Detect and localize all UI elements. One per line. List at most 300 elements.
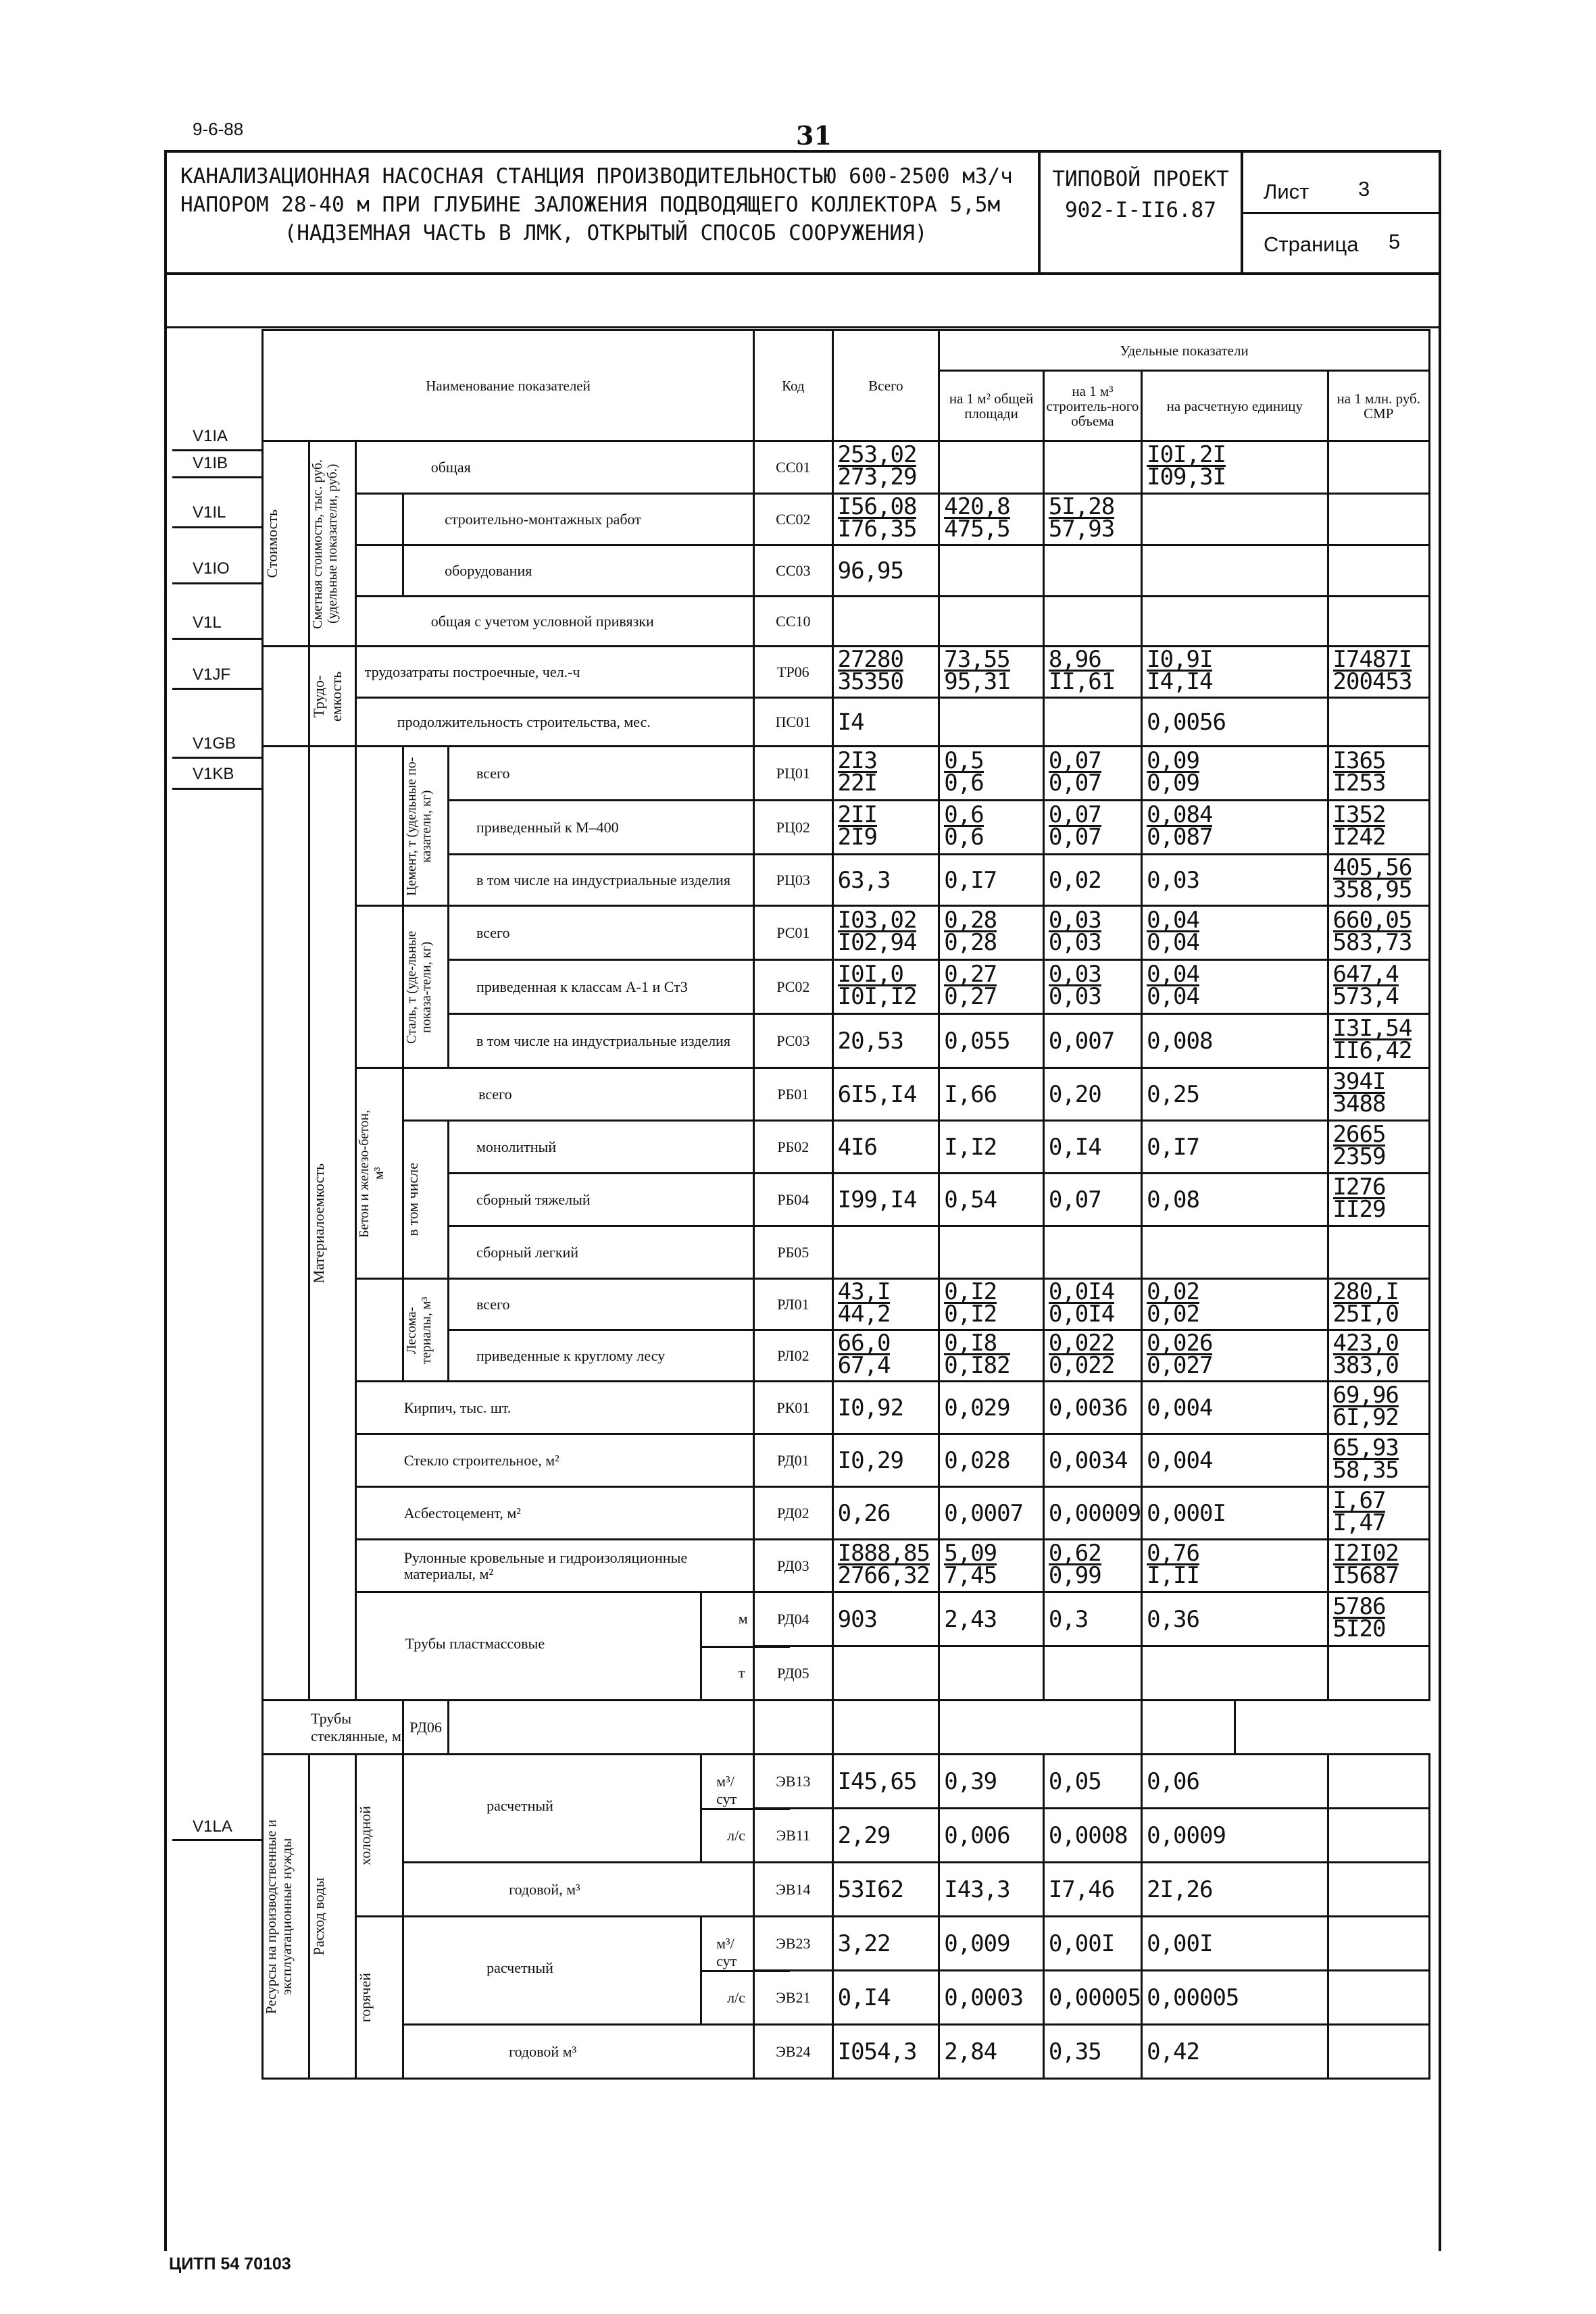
side-code: V1IB bbox=[193, 454, 228, 472]
cell-volume: $\frac{0,62}{0,99}$ bbox=[1043, 1540, 1141, 1592]
row-code: ПС01 bbox=[754, 698, 832, 747]
cell-area: I43,3 bbox=[939, 1863, 1044, 1917]
row-code: РС01 bbox=[754, 906, 832, 960]
cell-unit: 0,I7 bbox=[1142, 1121, 1328, 1174]
row-name: Асбестоцемент, м² bbox=[355, 1487, 753, 1540]
table-row bbox=[263, 1592, 1430, 1646]
sheet-block bbox=[1243, 153, 1439, 272]
cell-area: 0,54 bbox=[939, 1174, 1044, 1226]
row-code: РС02 bbox=[754, 960, 832, 1014]
cell-total: $\frac{43,I}{44,2}$ bbox=[832, 1279, 939, 1330]
cell-unit: 0,000I bbox=[1142, 1487, 1328, 1540]
cell-unit: $\frac{0,02}{0,02}$ bbox=[1142, 1279, 1328, 1330]
project-number: 902-I-II6.87 bbox=[1065, 198, 1216, 222]
row-code: ЭВ14 bbox=[754, 1863, 832, 1917]
cell-mln: $\frac{I276}{II29}$ bbox=[1328, 1174, 1429, 1226]
row-code: СС02 bbox=[754, 494, 832, 545]
table-row bbox=[263, 698, 1430, 747]
cell-unit: 0,008 bbox=[1142, 1014, 1328, 1068]
cell-area: $\frac{0,27}{0,27}$ bbox=[939, 960, 1044, 1014]
side-rule bbox=[172, 526, 264, 528]
cell-area: 0,39 bbox=[939, 1755, 1044, 1809]
row-name: Трубы стеклянные, м bbox=[263, 1701, 403, 1755]
cell-empty bbox=[832, 1646, 939, 1701]
cell-total: 0,26 bbox=[832, 1487, 939, 1540]
cell-volume: $\frac{0,07}{0,07}$ bbox=[1043, 747, 1141, 801]
cell-mln: $\frac{I365}{I253}$ bbox=[1328, 747, 1429, 801]
cell-area: 0,009 bbox=[939, 1917, 1044, 1971]
row-name: годовой, м³ bbox=[403, 1863, 754, 1917]
page-value: 5 bbox=[1389, 230, 1401, 253]
cell-area: 0,0007 bbox=[939, 1487, 1044, 1540]
cell-empty bbox=[832, 1226, 939, 1279]
cell-mln: $\frac{I,67}{I,47}$ bbox=[1328, 1487, 1429, 1540]
table-row bbox=[263, 545, 1430, 597]
title-line-3: (НАДЗЕМНАЯ ЧАСТЬ В ЛМК, ОТКРЫТЫЙ СПОСОБ СООРУЖЕНИЯ) bbox=[284, 221, 928, 245]
cell-volume: 0,0034 bbox=[1043, 1434, 1141, 1487]
cell-unit: 2I,26 bbox=[1142, 1863, 1328, 1917]
group-cost-sub: Сметная стоимость, тыс. руб. (удельные показатели, руб.) bbox=[309, 441, 355, 647]
cell-unit: $\frac{0,026}{0,027}$ bbox=[1142, 1330, 1328, 1382]
table-row bbox=[263, 1487, 1430, 1540]
cell-volume: 0,07 bbox=[1043, 1174, 1141, 1226]
cell-area: $\frac{0,28}{0,28}$ bbox=[939, 906, 1044, 960]
cell-total: 903 bbox=[832, 1592, 939, 1646]
cell-area: 0,006 bbox=[939, 1809, 1044, 1863]
row-name: продолжительность строительства, мес. bbox=[355, 698, 753, 747]
page-number: 31 bbox=[796, 120, 832, 151]
table-row bbox=[263, 1755, 1430, 1809]
cell-total: $\frac{I888,85}{2766,32}$ bbox=[832, 1540, 939, 1592]
cell-volume: 0,00I bbox=[1043, 1917, 1141, 1971]
cell-unit: $\frac{0,084}{0,087}$ bbox=[1142, 801, 1328, 855]
table-row bbox=[263, 1434, 1430, 1487]
cell-area: $\frac{0,I2}{0,I2}$ bbox=[939, 1279, 1044, 1330]
cell-total: I45,65 bbox=[832, 1755, 939, 1809]
cell-volume: I7,46 bbox=[1043, 1863, 1141, 1917]
row-code: ЭВ13 bbox=[754, 1755, 832, 1809]
side-code: V1LA bbox=[193, 1817, 232, 1836]
cell-unit: $\frac{I0I,2I}{I09,3I}$ bbox=[1142, 441, 1328, 494]
cell-empty bbox=[1142, 1226, 1328, 1279]
project-label: ТИПОВОЙ ПРОЕКТ bbox=[1052, 167, 1229, 191]
row-code: РД04 bbox=[754, 1592, 832, 1646]
cell-empty bbox=[1328, 494, 1429, 545]
cell-area: 0,055 bbox=[939, 1014, 1044, 1068]
group-labor bbox=[263, 647, 309, 747]
table-row bbox=[263, 1701, 1430, 1755]
cell-area: 0,I7 bbox=[939, 855, 1044, 906]
row-code: РД06 bbox=[403, 1701, 449, 1755]
cell-empty bbox=[1328, 1646, 1429, 1701]
cell-total: I4 bbox=[832, 698, 939, 747]
cell-empty bbox=[355, 494, 403, 545]
cell-mln: $\frac{660,05}{583,73}$ bbox=[1328, 906, 1429, 960]
row-code: ЭВ11 bbox=[754, 1809, 832, 1863]
row-code: СС10 bbox=[754, 597, 832, 647]
cell-unit: 0,06 bbox=[1142, 1755, 1328, 1809]
row-name: трудозатраты построечные, чел.-ч bbox=[355, 647, 753, 698]
col-header-per-unit: на расчетную единицу bbox=[1142, 371, 1328, 441]
cell-empty bbox=[1043, 545, 1141, 597]
col-header-per-volume: на 1 м³ строитель-ного объема bbox=[1043, 371, 1141, 441]
cell-volume: 0,02 bbox=[1043, 855, 1141, 906]
row-name-pipes: Трубы пластмассовые м т bbox=[355, 1592, 753, 1701]
cell-total: $\frac{I03,02}{I02,94}$ bbox=[832, 906, 939, 960]
row-code: ЭВ23 bbox=[754, 1917, 832, 1971]
cell-empty bbox=[1043, 441, 1141, 494]
side-rule bbox=[172, 582, 264, 584]
group-concrete: Бетон и железо-бетон, м³ bbox=[355, 1068, 403, 1279]
row-code: РЦ03 bbox=[754, 855, 832, 906]
cell-unit: 0,42 bbox=[1142, 2025, 1328, 2079]
cell-empty bbox=[939, 1701, 1142, 1755]
table-row bbox=[263, 494, 1430, 545]
body-top-rule bbox=[167, 326, 1439, 328]
cell-mln: $\frac{5786}{5I20}$ bbox=[1328, 1592, 1429, 1646]
cell-unit: 0,00005 bbox=[1142, 1971, 1328, 2025]
row-code: СС01 bbox=[754, 441, 832, 494]
cell-total: I99,I4 bbox=[832, 1174, 939, 1226]
cell-mln: $\frac{65,93}{58,35}$ bbox=[1328, 1434, 1429, 1487]
cement-blank bbox=[355, 747, 403, 906]
cell-volume: 0,3 bbox=[1043, 1592, 1141, 1646]
cell-area: $\frac{0,I8}{0,I82}$ bbox=[939, 1330, 1044, 1382]
cell-mln: $\frac{I7487I}{200453}$ bbox=[1328, 647, 1429, 698]
row-code: РБ01 bbox=[754, 1068, 832, 1121]
row-code: РЦ01 bbox=[754, 747, 832, 801]
table-row bbox=[263, 747, 1430, 801]
table-row bbox=[263, 441, 1430, 494]
cell-total: $\frac{I0I,0}{I0I,I2}$ bbox=[832, 960, 939, 1014]
cell-volume: 0,05 bbox=[1043, 1755, 1141, 1809]
group-timber: Лесома-териалы, м³ bbox=[403, 1279, 449, 1382]
group-hot: горячей bbox=[355, 1917, 403, 2079]
side-rule bbox=[172, 638, 264, 640]
row-name: всего bbox=[449, 1279, 754, 1330]
group-cost: Стоимость bbox=[263, 441, 309, 647]
cell-area: I,66 bbox=[939, 1068, 1044, 1121]
title-line-1: КАНАЛИЗАЦИОННАЯ НАСОСНАЯ СТАНЦИЯ ПРОИЗВОДИТЕЛЬНОСТЬЮ 600-2500 м3/ч bbox=[180, 164, 1013, 188]
cell-empty bbox=[939, 597, 1044, 647]
cell-empty bbox=[939, 698, 1044, 747]
document-title bbox=[167, 153, 1041, 272]
cell-empty bbox=[939, 1646, 1044, 1701]
cell-volume: 0,I4 bbox=[1043, 1121, 1141, 1174]
col-header-name: Наименование показателей bbox=[263, 330, 754, 441]
row-name: Рулонные кровельные и гидроизоляционные материалы, м² bbox=[355, 1540, 753, 1592]
cell-empty bbox=[1328, 1809, 1429, 1863]
col-header-per-mln: на 1 млн. руб. СМР bbox=[1328, 371, 1429, 441]
side-rule bbox=[172, 1839, 264, 1841]
cell-volume: $\frac{0,03}{0,03}$ bbox=[1043, 906, 1141, 960]
cell-empty bbox=[1043, 698, 1141, 747]
cell-volume: 0,007 bbox=[1043, 1014, 1141, 1068]
cell-empty bbox=[1043, 1226, 1141, 1279]
cell-empty bbox=[1328, 1226, 1429, 1279]
title-block bbox=[164, 150, 1441, 275]
indicators-table bbox=[261, 329, 1430, 2080]
cell-unit: $\frac{I0,9I}{I4,I4}$ bbox=[1142, 647, 1328, 698]
cell-area: $\frac{420,8}{475,5}$ bbox=[939, 494, 1044, 545]
side-code: V1IO bbox=[193, 559, 230, 578]
cell-unit: $\frac{0,04}{0,04}$ bbox=[1142, 906, 1328, 960]
table-row bbox=[263, 647, 1430, 698]
side-code: V1IA bbox=[193, 427, 228, 445]
cell-empty bbox=[1328, 1971, 1429, 2025]
cell-mln: $\frac{647,4}{573,4}$ bbox=[1328, 960, 1429, 1014]
group-cement: Цемент, т (удельные по-казатели, кг) bbox=[403, 747, 449, 906]
page-label: Страница bbox=[1264, 232, 1359, 256]
group-materials-blank bbox=[263, 747, 309, 1701]
side-rule bbox=[172, 449, 264, 451]
cell-mln: $\frac{405,56}{358,95}$ bbox=[1328, 855, 1429, 906]
cell-total: 0,I4 bbox=[832, 1971, 939, 2025]
cell-empty bbox=[939, 545, 1044, 597]
row-code: РД01 bbox=[754, 1434, 832, 1487]
row-name: годовой м³ bbox=[403, 2025, 754, 2079]
cell-total: $\frac{253,02}{273,29}$ bbox=[832, 441, 939, 494]
table-row bbox=[263, 1863, 1430, 1917]
cell-volume: 0,20 bbox=[1043, 1068, 1141, 1121]
table-row bbox=[263, 1068, 1430, 1121]
cell-volume: 0,35 bbox=[1043, 2025, 1141, 2079]
row-code: ЭВ21 bbox=[754, 1971, 832, 2025]
cell-mln: $\frac{2665}{2359}$ bbox=[1328, 1121, 1429, 1174]
cell-total: $\frac{66,0}{67,4}$ bbox=[832, 1330, 939, 1382]
sheet-label: Лист bbox=[1264, 180, 1310, 203]
side-code: V1KB bbox=[193, 765, 234, 783]
row-name: в том числе на индустриальные изделия bbox=[449, 1014, 754, 1068]
cell-area: 2,43 bbox=[939, 1592, 1044, 1646]
cell-unit: 0,0009 bbox=[1142, 1809, 1328, 1863]
cell-mln: $\frac{69,96}{6I,92}$ bbox=[1328, 1382, 1429, 1434]
cell-total: 63,3 bbox=[832, 855, 939, 906]
table-row bbox=[263, 1382, 1430, 1434]
cell-volume: 0,00005 bbox=[1043, 1971, 1141, 2025]
row-name: приведенный к М–400 bbox=[449, 801, 754, 855]
cell-empty bbox=[1328, 441, 1429, 494]
row-name-hot-calc: расчетный м³/сут л/с bbox=[403, 1917, 754, 2025]
row-code: РК01 bbox=[754, 1382, 832, 1434]
row-name: приведенные к круглому лесу bbox=[449, 1330, 754, 1382]
cell-volume: $\frac{0,03}{0,03}$ bbox=[1043, 960, 1141, 1014]
row-name-cold-calc: расчетный м³/сут л/с bbox=[403, 1755, 754, 1863]
row-name: оборудования bbox=[403, 545, 754, 597]
cell-empty bbox=[1142, 597, 1328, 647]
cell-unit: 0,08 bbox=[1142, 1174, 1328, 1226]
cell-unit: $\frac{0,09}{0,09}$ bbox=[1142, 747, 1328, 801]
cell-unit: 0,00I bbox=[1142, 1917, 1328, 1971]
cell-empty bbox=[1142, 1646, 1328, 1701]
cell-unit: 0,25 bbox=[1142, 1068, 1328, 1121]
cell-empty bbox=[449, 1701, 754, 1755]
project-block bbox=[1041, 153, 1243, 272]
col-header-total: Всего bbox=[832, 330, 939, 441]
group-materials: Материалоемкость bbox=[309, 747, 355, 1701]
cell-area: $\frac{5,09}{7,45}$ bbox=[939, 1540, 1044, 1592]
cell-total: $\frac{2II}{2I9}$ bbox=[832, 801, 939, 855]
col-header-per-area: на 1 м² общей площади bbox=[939, 371, 1044, 441]
cell-area: $\frac{0,6}{0,6}$ bbox=[939, 801, 1044, 855]
cell-total: 6I5,I4 bbox=[832, 1068, 939, 1121]
cell-empty bbox=[1328, 597, 1429, 647]
row-code: РЛ02 bbox=[754, 1330, 832, 1382]
footer-code: ЦИТП 54 70103 bbox=[169, 2255, 291, 2273]
cell-volume: $\frac{0,07}{0,07}$ bbox=[1043, 801, 1141, 855]
cell-empty bbox=[1043, 597, 1141, 647]
side-code: V1IL bbox=[193, 503, 226, 522]
cell-empty bbox=[1328, 1755, 1429, 1809]
cell-area: 0,0003 bbox=[939, 1971, 1044, 2025]
side-code: V1JF bbox=[193, 665, 231, 684]
cell-mln: $\frac{423,0}{383,0}$ bbox=[1328, 1330, 1429, 1382]
cell-empty bbox=[1142, 545, 1328, 597]
row-name: всего bbox=[403, 1068, 754, 1121]
row-name: Кирпич, тыс. шт. bbox=[355, 1382, 753, 1434]
table-row bbox=[263, 1121, 1430, 1174]
row-code: ТР06 bbox=[754, 647, 832, 698]
cell-empty bbox=[1142, 494, 1328, 545]
cell-volume: $\frac{0,022}{0,022}$ bbox=[1043, 1330, 1141, 1382]
side-code: V1GB bbox=[193, 734, 236, 753]
doc-date: 9-6-88 bbox=[193, 119, 244, 139]
cell-empty bbox=[1328, 698, 1429, 747]
cell-empty bbox=[1328, 1863, 1429, 1917]
cell-mln: $\frac{I2I02}{I5687}$ bbox=[1328, 1540, 1429, 1592]
group-resources: Ресурсы на производственные и эксплуатационные нужды bbox=[263, 1755, 309, 2079]
cell-unit: 0,03 bbox=[1142, 855, 1328, 906]
cell-mln: $\frac{I352}{I242}$ bbox=[1328, 801, 1429, 855]
cell-empty bbox=[1328, 1917, 1429, 1971]
group-water: Расход воды bbox=[309, 1755, 355, 2079]
table-row bbox=[263, 1540, 1430, 1592]
side-rule bbox=[172, 757, 264, 759]
table-row bbox=[263, 1279, 1430, 1330]
cell-volume: 0,00009 bbox=[1043, 1487, 1141, 1540]
cell-total: $\frac{I56,08}{I76,35}$ bbox=[832, 494, 939, 545]
cell-area: 0,028 bbox=[939, 1434, 1044, 1487]
row-code: РД02 bbox=[754, 1487, 832, 1540]
cell-empty bbox=[1142, 1701, 1235, 1755]
row-name: всего bbox=[449, 906, 754, 960]
table-row bbox=[263, 906, 1430, 960]
cell-volume: $\frac{5I,28}{57,93}$ bbox=[1043, 494, 1141, 545]
row-name: сборный легкий bbox=[449, 1226, 754, 1279]
cell-mln: $\frac{280,I}{25I,0}$ bbox=[1328, 1279, 1429, 1330]
cell-total: 20,53 bbox=[832, 1014, 939, 1068]
cell-total: 3,22 bbox=[832, 1917, 939, 1971]
steel-blank bbox=[355, 906, 403, 1068]
cell-area: $\frac{0,5}{0,6}$ bbox=[939, 747, 1044, 801]
group-steel: Сталь, т (уде-льные показа-тели, кг) bbox=[403, 906, 449, 1068]
cell-volume: 0,0036 bbox=[1043, 1382, 1141, 1434]
side-rule bbox=[172, 688, 264, 690]
col-header-code: Код bbox=[754, 330, 832, 441]
cell-area: 2,84 bbox=[939, 2025, 1044, 2079]
cell-unit: $\frac{0,76}{I,II}$ bbox=[1142, 1540, 1328, 1592]
cell-total: $\frac{27280}{35350}$ bbox=[832, 647, 939, 698]
cell-empty bbox=[1328, 2025, 1429, 2079]
cell-empty bbox=[355, 545, 403, 597]
cell-total: I0,92 bbox=[832, 1382, 939, 1434]
cell-area: 0,029 bbox=[939, 1382, 1044, 1434]
row-name: общая bbox=[355, 441, 753, 494]
sheet-divider bbox=[1243, 212, 1439, 214]
row-code: ЭВ24 bbox=[754, 2025, 832, 2079]
timber-blank bbox=[355, 1279, 403, 1382]
row-name: сборный тяжелый bbox=[449, 1174, 754, 1226]
row-name: приведенная к классам А-1 и Ст3 bbox=[449, 960, 754, 1014]
cell-total: I0,29 bbox=[832, 1434, 939, 1487]
cell-empty bbox=[1328, 545, 1429, 597]
row-code: РБ05 bbox=[754, 1226, 832, 1279]
sheet-value: 3 bbox=[1358, 177, 1370, 201]
cell-unit: 0,004 bbox=[1142, 1434, 1328, 1487]
cell-empty bbox=[939, 441, 1044, 494]
cell-empty bbox=[832, 597, 939, 647]
cell-volume: 0,0008 bbox=[1043, 1809, 1141, 1863]
row-name: общая с учетом условной привязки bbox=[355, 597, 753, 647]
group-cold: холодной bbox=[355, 1755, 403, 1917]
cell-mln: $\frac{394I}{3488}$ bbox=[1328, 1068, 1429, 1121]
row-code: РЦ02 bbox=[754, 801, 832, 855]
title-line-2: НАПОРОМ 28-40 м ПРИ ГЛУБИНЕ ЗАЛОЖЕНИЯ ПОДВОДЯЩЕГО КОЛЛЕКТОРА 5,5м bbox=[180, 193, 1001, 217]
side-rule bbox=[172, 788, 264, 790]
side-rule bbox=[172, 476, 264, 478]
cell-total: 4I6 bbox=[832, 1121, 939, 1174]
row-code: РЛ01 bbox=[754, 1279, 832, 1330]
cell-total: 96,95 bbox=[832, 545, 939, 597]
cell-empty bbox=[939, 1226, 1044, 1279]
row-name: всего bbox=[449, 747, 754, 801]
row-name: в том числе на индустриальные изделия bbox=[449, 855, 754, 906]
row-code: СС03 bbox=[754, 545, 832, 597]
cell-total: 53I62 bbox=[832, 1863, 939, 1917]
cell-mln: $\frac{I3I,54}{II6,42}$ bbox=[1328, 1014, 1429, 1068]
cell-unit: $\frac{0,04}{0,04}$ bbox=[1142, 960, 1328, 1014]
cell-empty bbox=[832, 1701, 939, 1755]
cell-total: $\frac{2I3}{22I}$ bbox=[832, 747, 939, 801]
row-code: РБ02 bbox=[754, 1121, 832, 1174]
side-code: V1L bbox=[193, 613, 222, 632]
table-row bbox=[263, 1917, 1430, 1971]
row-name: строительно-монтажных работ bbox=[403, 494, 754, 545]
cell-total: 2,29 bbox=[832, 1809, 939, 1863]
cell-empty bbox=[754, 1701, 832, 1755]
cell-area: $\frac{73,55}{95,31}$ bbox=[939, 647, 1044, 698]
cell-unit: 0,004 bbox=[1142, 1382, 1328, 1434]
row-code: РД03 bbox=[754, 1540, 832, 1592]
cell-empty bbox=[1043, 1646, 1141, 1701]
row-name: Стекло строительное, м² bbox=[355, 1434, 753, 1487]
group-labor-label: Трудо-емкость bbox=[309, 647, 355, 747]
table-row bbox=[263, 597, 1430, 647]
row-code: РС03 bbox=[754, 1014, 832, 1068]
table-row bbox=[263, 2025, 1430, 2079]
cell-area: I,I2 bbox=[939, 1121, 1044, 1174]
cell-unit: 0,36 bbox=[1142, 1592, 1328, 1646]
row-code: РБ04 bbox=[754, 1174, 832, 1226]
cell-total: I054,3 bbox=[832, 2025, 939, 2079]
cell-unit: 0,0056 bbox=[1142, 698, 1328, 747]
group-in-that: в том числе bbox=[403, 1121, 449, 1279]
row-name: монолитный bbox=[449, 1121, 754, 1174]
row-code: РД05 bbox=[754, 1646, 832, 1701]
cell-volume: $\frac{8,96}{II,61}$ bbox=[1043, 647, 1141, 698]
col-header-specific: Удельные показатели bbox=[939, 330, 1430, 371]
cell-volume: $\frac{0,0I4}{0,0I4}$ bbox=[1043, 1279, 1141, 1330]
